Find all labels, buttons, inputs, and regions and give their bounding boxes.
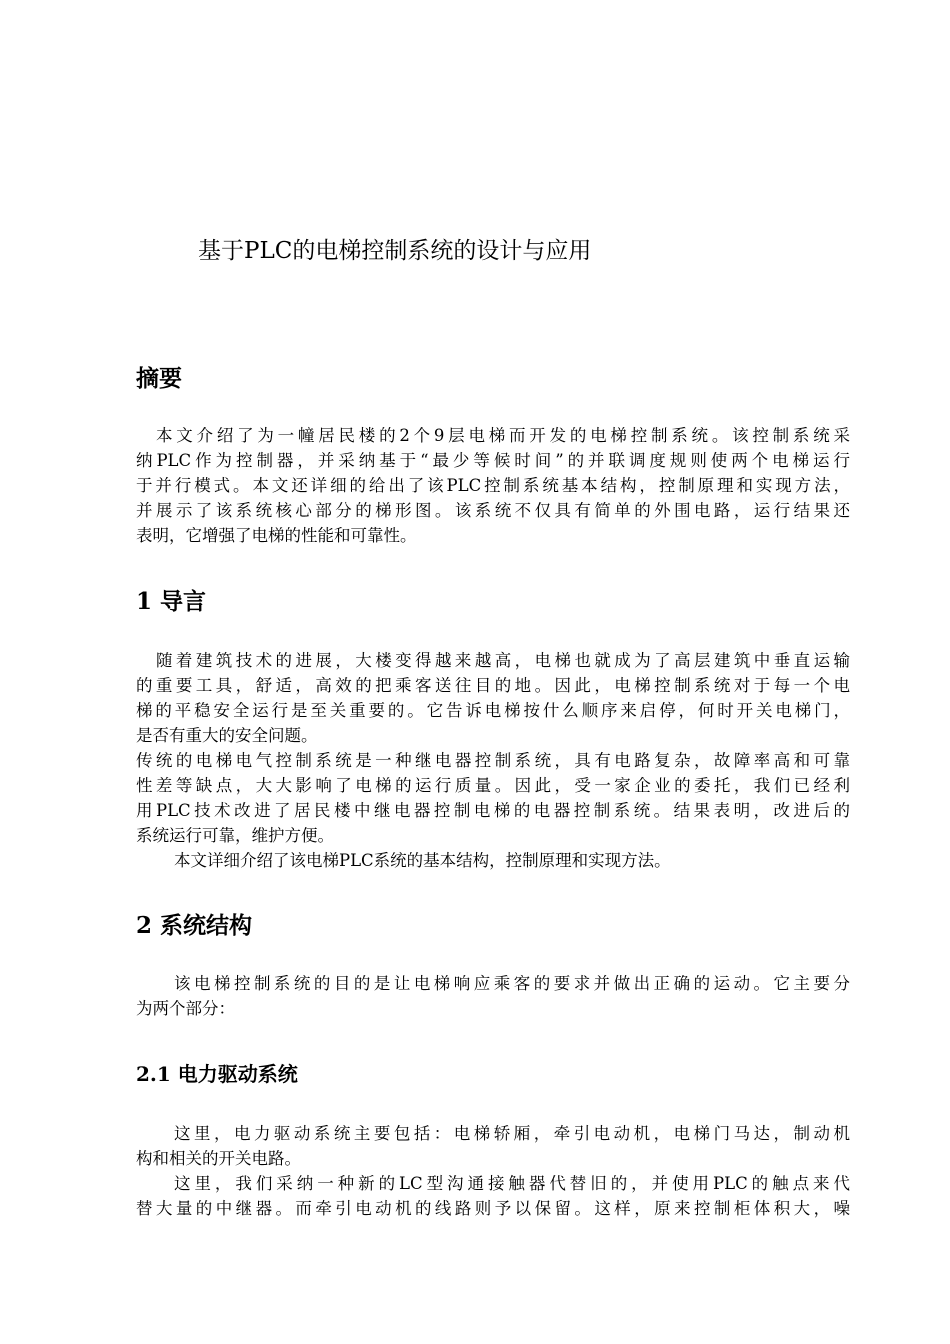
- structure-paragraph: [136, 971, 850, 1021]
- text-line: 传统的电梯电气控制系统是一种继电器控制系统，具有电路复杂，故障率高和可靠: [136, 751, 850, 770]
- text-line: 这里，电力驱动系统主要包括：电梯轿厢，牵引电动机，电梯门马达，制动机: [174, 1124, 850, 1143]
- text-line: 用PLC技术改进了居民楼中继电器控制电梯的电器控制系统。结果表明，改进后的: [136, 801, 850, 820]
- text-line: 系统运行可靠，维护方便。: [136, 826, 334, 845]
- power-paragraph-1: [136, 1121, 850, 1171]
- power-paragraph-2: [136, 1171, 850, 1221]
- text-line: 替大量的中继器。而牵引电动机的线路则予以保留。这样，原来控制柜体积大，噪: [136, 1199, 850, 1218]
- section-heading-structure: 2 系统结构: [136, 912, 253, 939]
- document-title: 基于PLC的电梯控制系统的设计与应用: [198, 238, 592, 264]
- intro-paragraph-1: [136, 648, 850, 748]
- text-line: 性差等缺点，大大影响了电梯的运行质量。因此，受一家企业的委托，我们已经利: [136, 776, 850, 795]
- text-line: 为两个部分：: [136, 999, 235, 1018]
- text-line: 本文介绍了为一幢居民楼的2个9层电梯而开发的电梯控制系统。该控制系统采: [156, 426, 850, 445]
- text-line: 的重要工具，舒适，高效的把乘客送往目的地。因此，电梯控制系统对于每一个电: [136, 676, 850, 695]
- text-line: 于并行模式。本文还详细的给出了该PLC控制系统基本结构，控制原理和实现方法，: [136, 476, 850, 495]
- subsection-heading-power: 2.1 电力驱动系统: [136, 1062, 298, 1086]
- text-line: 纳PLC作为控制器，并采纳基于“最少等候时间”的并联调度规则使两个电梯运行: [136, 451, 850, 470]
- intro-paragraph-3: [136, 848, 850, 873]
- text-line: 并展示了该系统核心部分的梯形图。该系统不仅具有简单的外围电路，运行结果还: [136, 501, 850, 520]
- text-line: 构和相关的开关电路。: [136, 1149, 301, 1168]
- text-line: 该电梯控制系统的目的是让电梯响应乘客的要求并做出正确的运动。它主要分: [174, 974, 850, 993]
- text-line: 随着建筑技术的进展，大楼变得越来越高，电梯也就成为了高层建筑中垂直运输: [156, 651, 850, 670]
- text-line: 本文详细介绍了该电梯PLC系统的基本结构，控制原理和实现方法。: [174, 851, 671, 870]
- abstract-paragraph: [136, 423, 850, 548]
- text-line: 表明，它增强了电梯的性能和可靠性。: [136, 526, 417, 545]
- text-line: 这里，我们采纳一种新的LC型沟通接触器代替旧的，并使用PLC的触点来代: [174, 1174, 850, 1193]
- section-heading-intro: 1 导言: [136, 588, 207, 615]
- text-line: 是否有重大的安全问题。: [136, 726, 318, 745]
- abstract-heading: 摘要: [136, 365, 182, 392]
- intro-paragraph-2: [136, 748, 850, 848]
- text-line: 梯的平稳安全运行是至关重要的。它告诉电梯按什么顺序来启停，何时开关电梯门，: [136, 701, 850, 720]
